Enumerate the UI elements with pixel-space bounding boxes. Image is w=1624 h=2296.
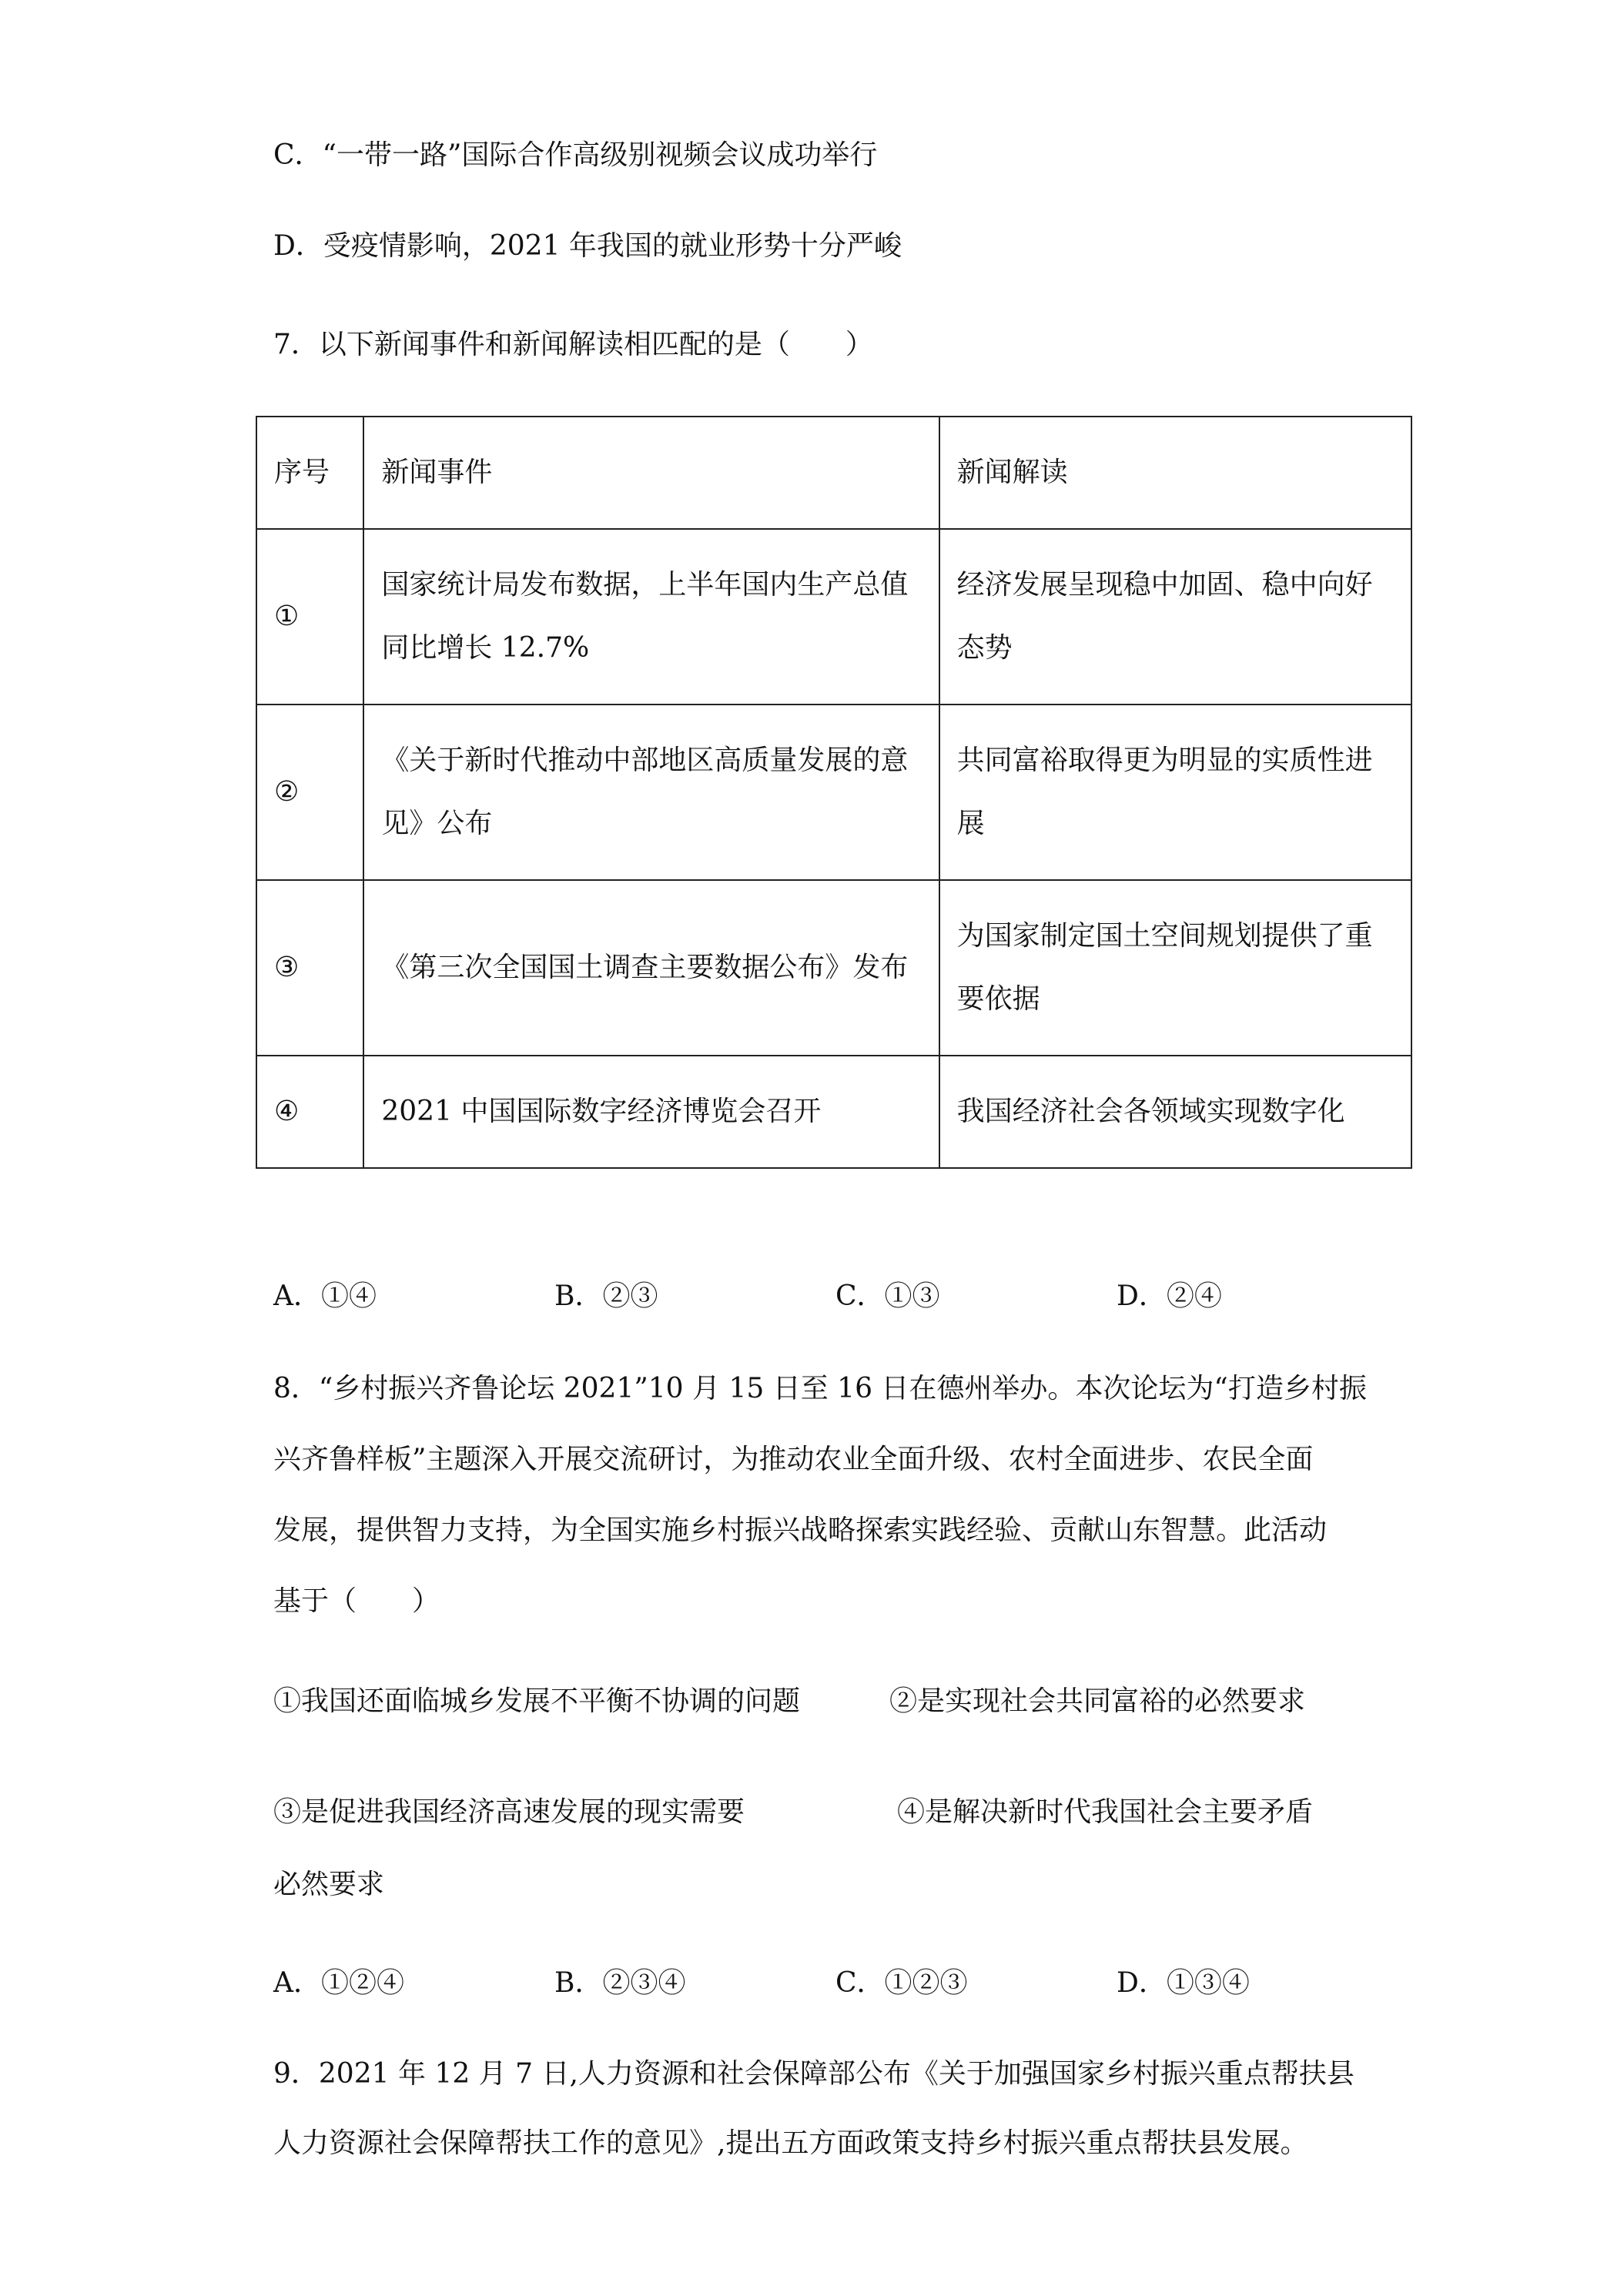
header-number: 序号	[256, 417, 363, 529]
row-event: 2021 中国国际数字经济博览会召开	[363, 1056, 939, 1168]
q8-option-a: A．①②④	[273, 1967, 404, 1999]
row-event: 《关于新时代推动中部地区高质量发展的意见》公布	[363, 705, 939, 880]
q9-stem-line: 9．2021 年 12 月 7 日,人力资源和社会保障部公布《关于加强国家乡村振兴重点帮扶县	[273, 2058, 1354, 2090]
q8-statement-2: ②是实现社会共同富裕的必然要求	[889, 1685, 1306, 1717]
row-number: ④	[256, 1056, 363, 1168]
q8-statement-1: ①我国还面临城乡发展不平衡不协调的问题	[273, 1685, 801, 1717]
row-number: ①	[256, 529, 363, 705]
q8-stem-line: 发展，提供智力支持，为全国实施乡村振兴战略探索实践经验、贡献山东智慧。此活动	[273, 1514, 1328, 1546]
q8-statement-4: ④是解决新时代我国社会主要矛盾	[897, 1796, 1314, 1828]
q8-option-c: C．①②③	[835, 1967, 968, 1999]
q8-stem-line: 兴齐鲁样板”主题深入开展交流研讨，为推动农业全面升级、农村全面进步、农民全面	[273, 1444, 1314, 1475]
q7-option-b: B．②③	[554, 1280, 658, 1312]
table-row	[256, 705, 1411, 880]
header-event: 新闻事件	[363, 417, 939, 529]
table-row	[256, 880, 1411, 1056]
table-header-row	[256, 417, 1411, 529]
q9-stem-line: 人力资源社会保障帮扶工作的意见》,提出五方面政策支持乡村振兴重点帮扶县发展。	[273, 2127, 1308, 2159]
table-row	[256, 529, 1411, 705]
row-event: 国家统计局发布数据，上半年国内生产总值同比增长 12.7%	[363, 529, 939, 705]
row-event: 《第三次全国国土调查主要数据公布》发布	[363, 880, 939, 1056]
q7-option-a: A．①④	[273, 1280, 377, 1312]
row-reading: 我国经济社会各领域实现数字化	[939, 1056, 1411, 1168]
q8-statement-3: ③是促进我国经济高速发展的现实需要	[273, 1796, 745, 1828]
row-reading: 经济发展呈现稳中加固、稳中向好态势	[939, 529, 1411, 705]
q7-option-d: D．②④	[1117, 1280, 1222, 1312]
q8-option-d: D．①③④	[1117, 1967, 1250, 1999]
news-table	[256, 416, 1412, 1169]
row-number: ②	[256, 705, 363, 880]
q7-stem: 7．以下新闻事件和新闻解读相匹配的是（ ）	[273, 329, 873, 360]
header-reading: 新闻解读	[939, 417, 1411, 529]
q8-stem-line: 基于（ ）	[273, 1585, 440, 1617]
table-row	[256, 1056, 1411, 1168]
row-number: ③	[256, 880, 363, 1056]
q6-option-d: D．受疫情影响，2021 年我国的就业形势十分严峻	[273, 230, 902, 262]
q6-option-c: C．“一带一路”国际合作高级别视频会议成功举行	[273, 139, 878, 171]
q8-stem-line: 8．“乡村振兴齐鲁论坛 2021”10 月 15 日至 16 日在德州举办。本次论坛为“打造乡村振	[273, 1373, 1367, 1404]
row-reading: 共同富裕取得更为明显的实质性进展	[939, 705, 1411, 880]
q8-option-b: B．②③④	[554, 1967, 686, 1999]
q8-statement-4-continued: 必然要求	[273, 1869, 385, 1900]
row-reading: 为国家制定国土空间规划提供了重要依据	[939, 880, 1411, 1056]
q7-option-c: C．①③	[835, 1280, 940, 1312]
